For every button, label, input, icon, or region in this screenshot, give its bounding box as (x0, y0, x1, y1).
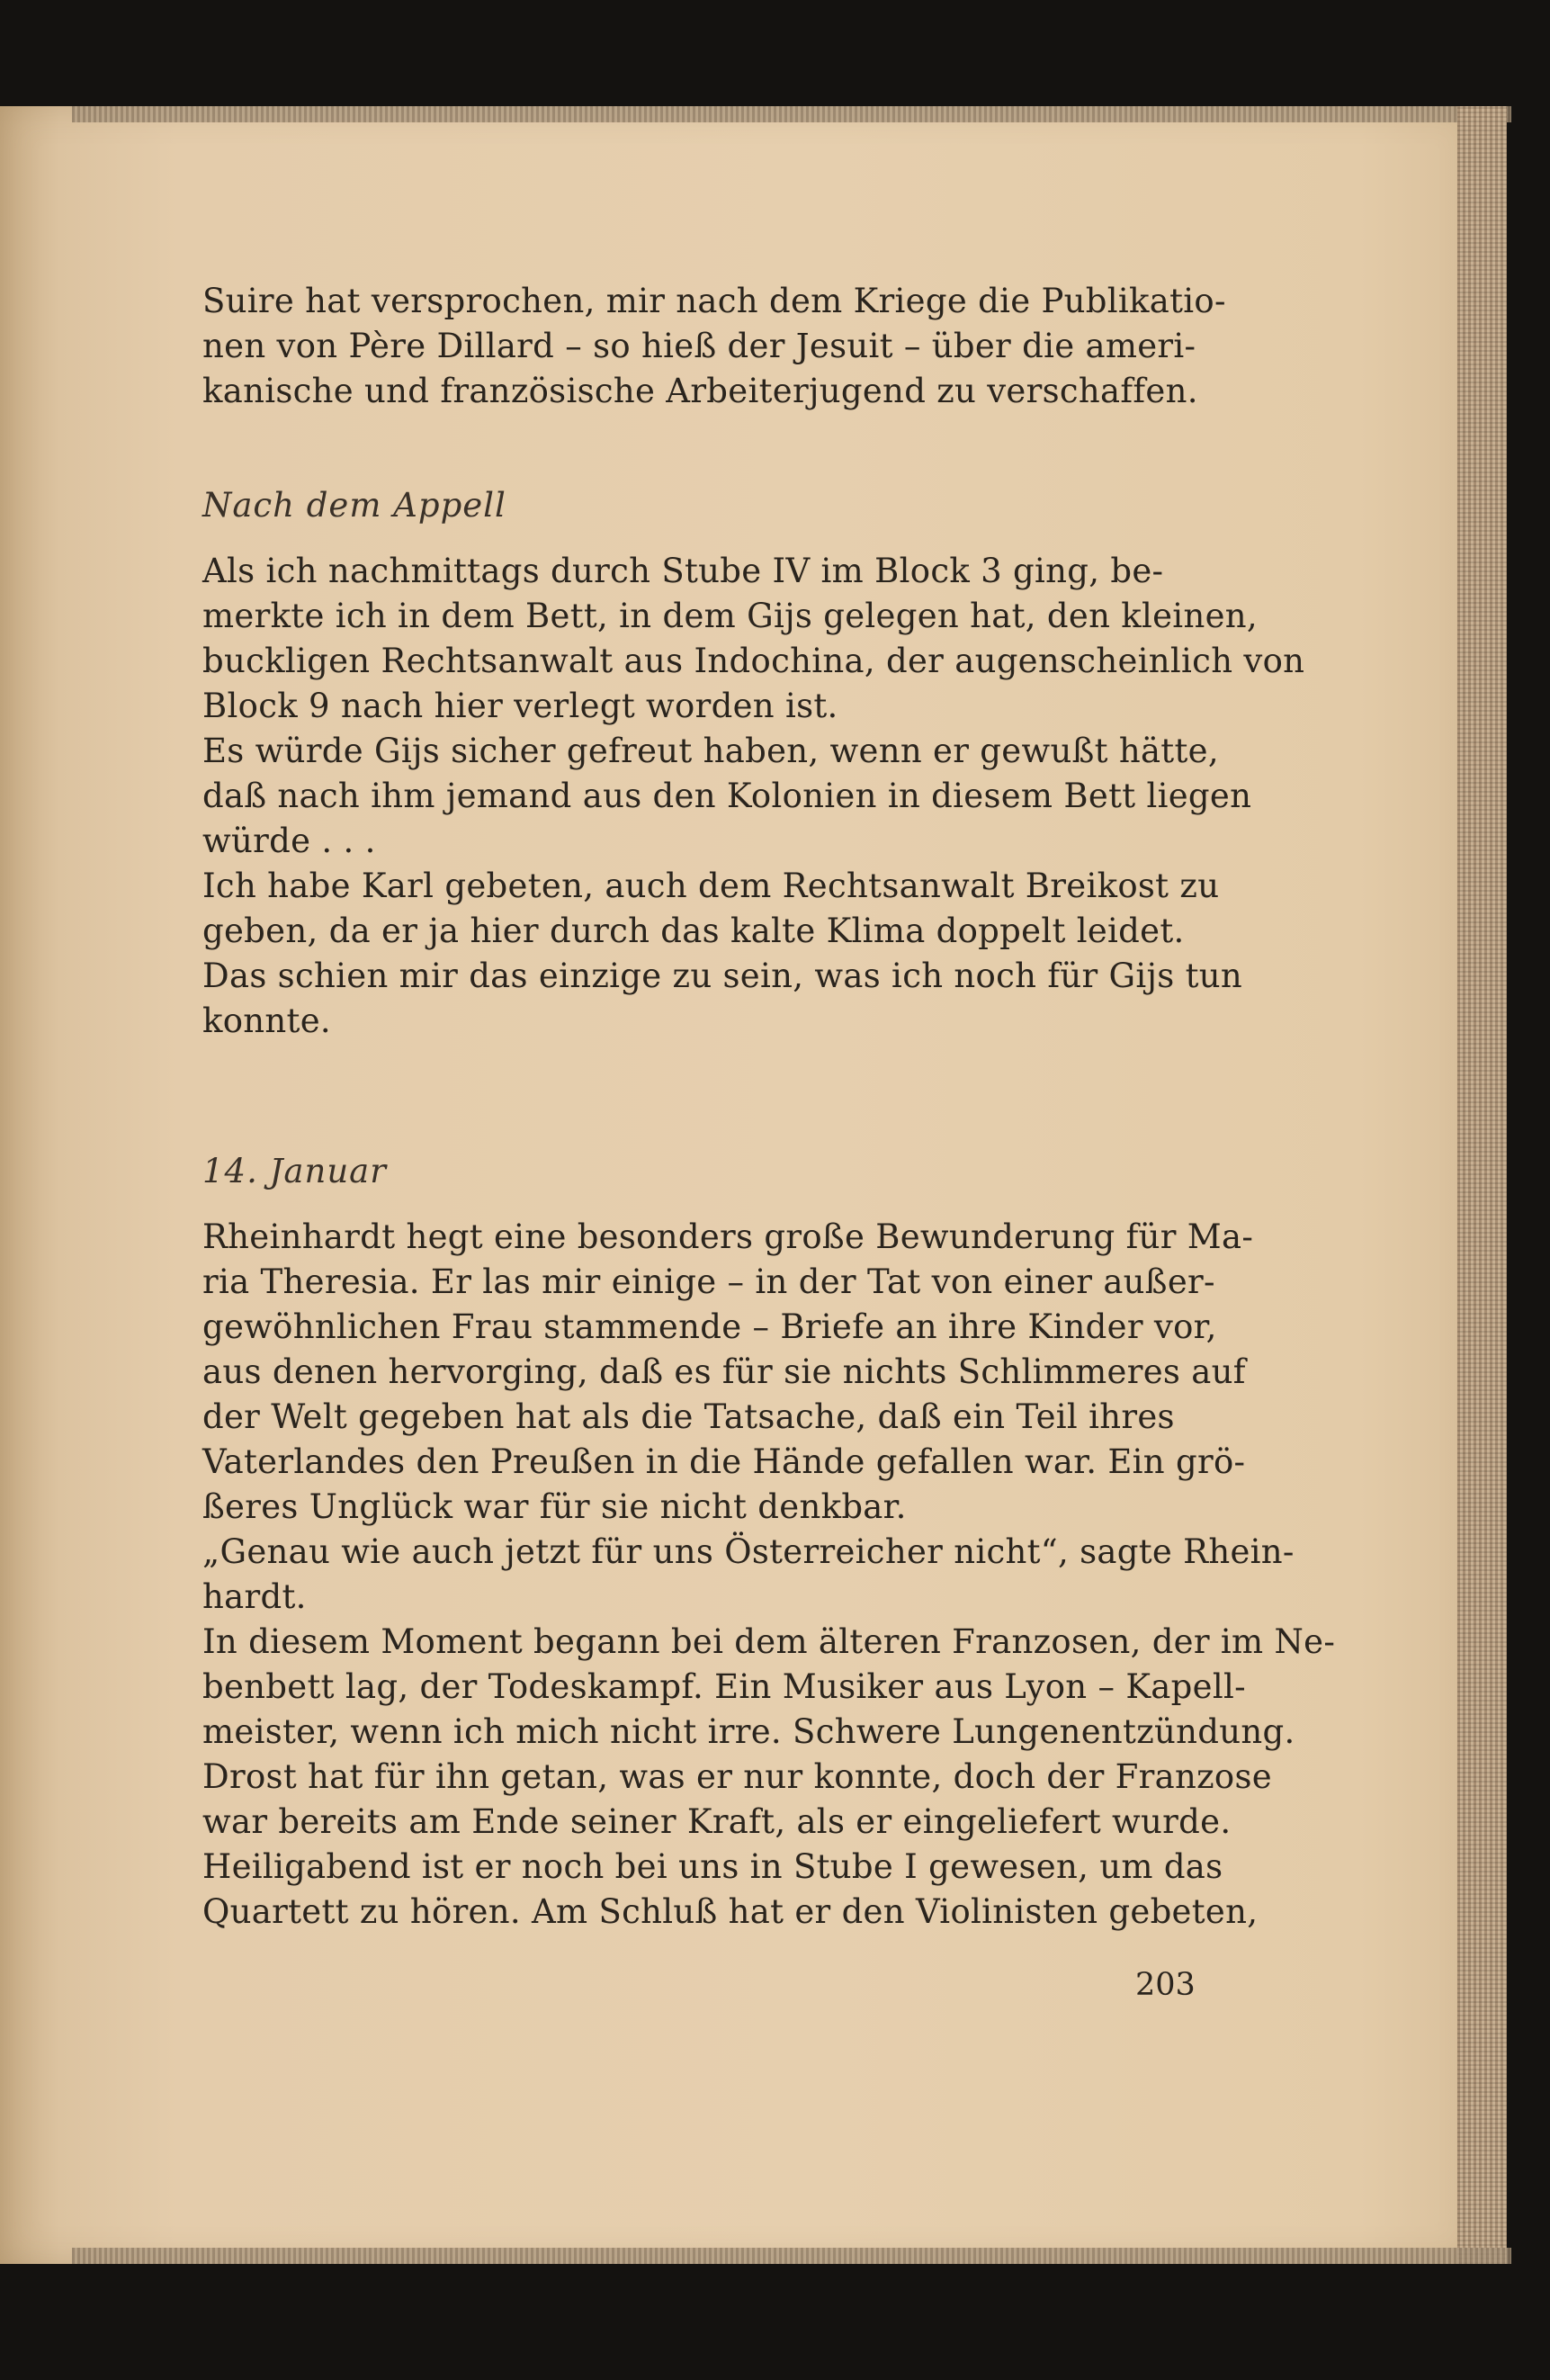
book-binding-top (72, 106, 1511, 122)
text-line: daß nach ihm jemand aus den Kolonien in diesem Bett liegen (202, 777, 1252, 815)
text-line: Als ich nachmittags durch Stube IV im Block 3 ging, be- (202, 552, 1164, 590)
text-line: hardt. (202, 1577, 307, 1616)
text-line: buckligen Rechtsanwalt aus Indochina, der augenscheinlich von (202, 642, 1305, 680)
text-line: Block 9 nach hier verlegt worden ist. (202, 687, 838, 725)
book-binding-bottom (72, 2248, 1511, 2264)
section-heading-14-januar: 14. Januar (202, 1152, 387, 1190)
text-line: Es würde Gijs sicher gefreut haben, wenn er gewußt hätte, (202, 732, 1219, 770)
text-line: ria Theresia. Er las mir einige – in der Tat von einer außer- (202, 1262, 1215, 1301)
text-line: Heiligabend ist er noch bei uns in Stube I gewesen, um das (202, 1847, 1223, 1886)
text-line: Drost hat für ihn getan, was er nur konnte, doch der Franzose (202, 1757, 1272, 1796)
text-line: war bereits am Ende seiner Kraft, als er eingeliefert wurde. (202, 1802, 1232, 1841)
text-line: ßeres Unglück war für sie nicht denkbar. (202, 1487, 907, 1526)
page-number: 203 (1135, 1967, 1196, 2003)
text-line: Das schien mir das einzige zu sein, was ich noch für Gijs tun (202, 956, 1243, 995)
text-line: aus denen hervorging, daß es für sie nichts Schlimmeres auf (202, 1352, 1246, 1391)
text-line: würde . . . (202, 822, 376, 860)
text-line: benbett lag, der Todeskampf. Ein Musiker aus Lyon – Kapell- (202, 1667, 1246, 1706)
text-line: nen von Père Dillard – so hieß der Jesuit – über die ameri- (202, 327, 1196, 365)
text-line: Rheinhardt hegt eine besonders große Bewunderung für Ma- (202, 1217, 1254, 1256)
text-line: „Genau wie auch jetzt für uns Österreicher nicht“, sagte Rhein- (202, 1532, 1295, 1571)
section-heading-nach-dem-appell: Nach dem Appell (202, 486, 506, 525)
text-line: der Welt gegeben hat als die Tatsache, daß ein Teil ihres (202, 1397, 1175, 1436)
paragraph-nach-dem-appell (202, 549, 1305, 1044)
paragraph-14-januar (202, 1215, 1336, 1935)
text-line: geben, da er ja hier durch das kalte Klima doppelt leidet. (202, 912, 1185, 950)
text-line: merkte ich in dem Bett, in dem Gijs gelegen hat, den kleinen, (202, 597, 1258, 635)
text-line: Ich habe Karl gebeten, auch dem Rechtsanwalt Breikost zu (202, 867, 1220, 905)
text-line: In diesem Moment begann bei dem älteren Franzosen, der im Ne- (202, 1622, 1336, 1661)
text-line: gewöhnlichen Frau stammende – Briefe an ihre Kinder vor, (202, 1307, 1217, 1346)
text-line: meister, wenn ich mich nicht irre. Schwere Lungenentzündung. (202, 1712, 1295, 1751)
text-line: kanische und französische Arbeiterjugend zu verschaffen. (202, 372, 1198, 410)
text-line: Vaterlandes den Preußen in die Hände gefallen war. Ein grö- (202, 1442, 1246, 1481)
text-line: Quartett zu hören. Am Schluß hat er den Violinisten gebeten, (202, 1892, 1259, 1931)
text-line: konnte. (202, 1001, 331, 1040)
book-binding-spine (1457, 106, 1507, 2264)
paragraph-suire (202, 279, 1226, 414)
text-line: Suire hat versprochen, mir nach dem Kriege die Publikatio- (202, 282, 1226, 320)
